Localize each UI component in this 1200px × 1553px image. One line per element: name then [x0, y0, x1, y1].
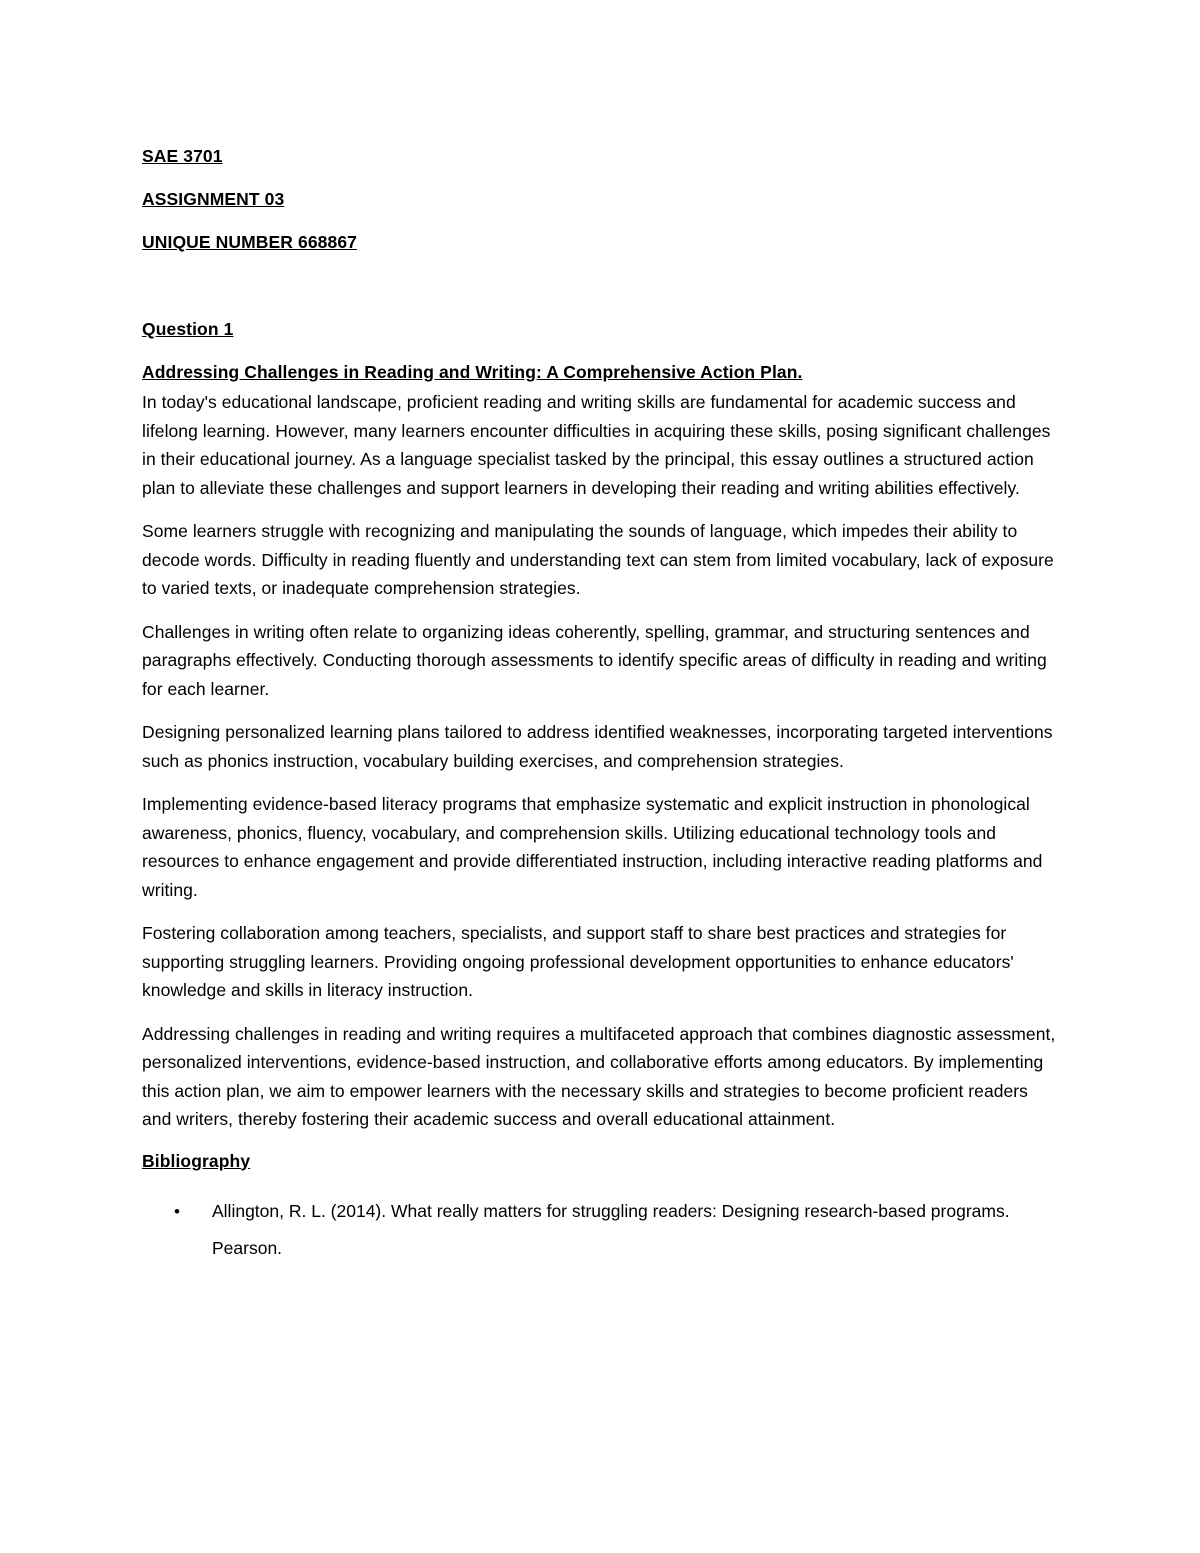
paragraph-writing-challenges: Challenges in writing often relate to organizing ideas coherently, spelling, grammar, and structuring sentences and paragraphs effectively. Conducting thorough assessments to identify specific areas of difficulty in reading and writing for each learner. — [142, 621, 1047, 699]
paragraph-conclusion: Addressing challenges in reading and writing requires a multifaceted approach that combines diagnostic assessment, personalized interventions, evidence-based instruction, and collaborative efforts among educators. By implementing this action plan, we aim to empower learners with the necessary skills and strategies to become proficient readers and writers, thereby fostering their academic success and overall educational attainment. — [142, 1023, 1056, 1129]
paragraph-reading-challenges: Some learners struggle with recognizing and manipulating the sounds of language, which impedes their ability to decode words. Difficulty in reading fluently and understanding text can stem from limited vocabulary, lack of exposure to varied texts, or inadequate comprehension strategies. — [142, 521, 1054, 598]
unique-number: UNIQUE NUMBER 668867 — [142, 232, 357, 252]
bibliography-entry — [142, 1193, 1062, 1267]
document-body — [142, 144, 1062, 1267]
essay-title: Addressing Challenges in Reading and Writing: A Comprehensive Action Plan. — [142, 362, 803, 382]
paragraph-introduction: In today's educational landscape, proficient reading and writing skills are fundamental for academic success and lifelong learning. However, many learners encounter difficulties in acquiring these skills, posing significant challenges in their educational journey. As a language specialist tasked by the principal, this essay outlines a structured action plan to alleviate these challenges and support learners in developing their reading and writing abilities effectively. — [142, 392, 1051, 498]
course-code: SAE 3701 — [142, 146, 223, 166]
paragraph-learning-plans: Designing personalized learning plans tailored to address identified weaknesses, incorporating targeted interventions such as phonics instruction, vocabulary building exercises, and comprehension strategies. — [142, 722, 1053, 771]
assignment-number: ASSIGNMENT 03 — [142, 189, 285, 209]
question-label: Question 1 — [142, 319, 234, 339]
bibliography-entry-text: Allington, R. L. (2014). What really matters for struggling readers: Designing research-based programs. Pearson. — [212, 1200, 1010, 1258]
bibliography-list — [142, 1193, 1062, 1267]
paragraph-collaboration: Fostering collaboration among teachers, specialists, and support staff to share best practices and strategies for supporting struggling learners. Providing ongoing professional development opportunities to enhance educators' knowledge and skills in literacy instruction. — [142, 923, 1014, 1000]
paragraph-literacy-programs: Implementing evidence-based literacy programs that emphasize systematic and explicit instruction in phonological awareness, phonics, fluency, vocabulary, and comprehension skills. Utilizing educational technology tools and resources to enhance engagement and provide differentiated instruction, including interactive reading platforms and writing. — [142, 794, 1043, 900]
bullet-icon: • — [174, 1201, 180, 1221]
bibliography-heading: Bibliography — [142, 1150, 251, 1171]
